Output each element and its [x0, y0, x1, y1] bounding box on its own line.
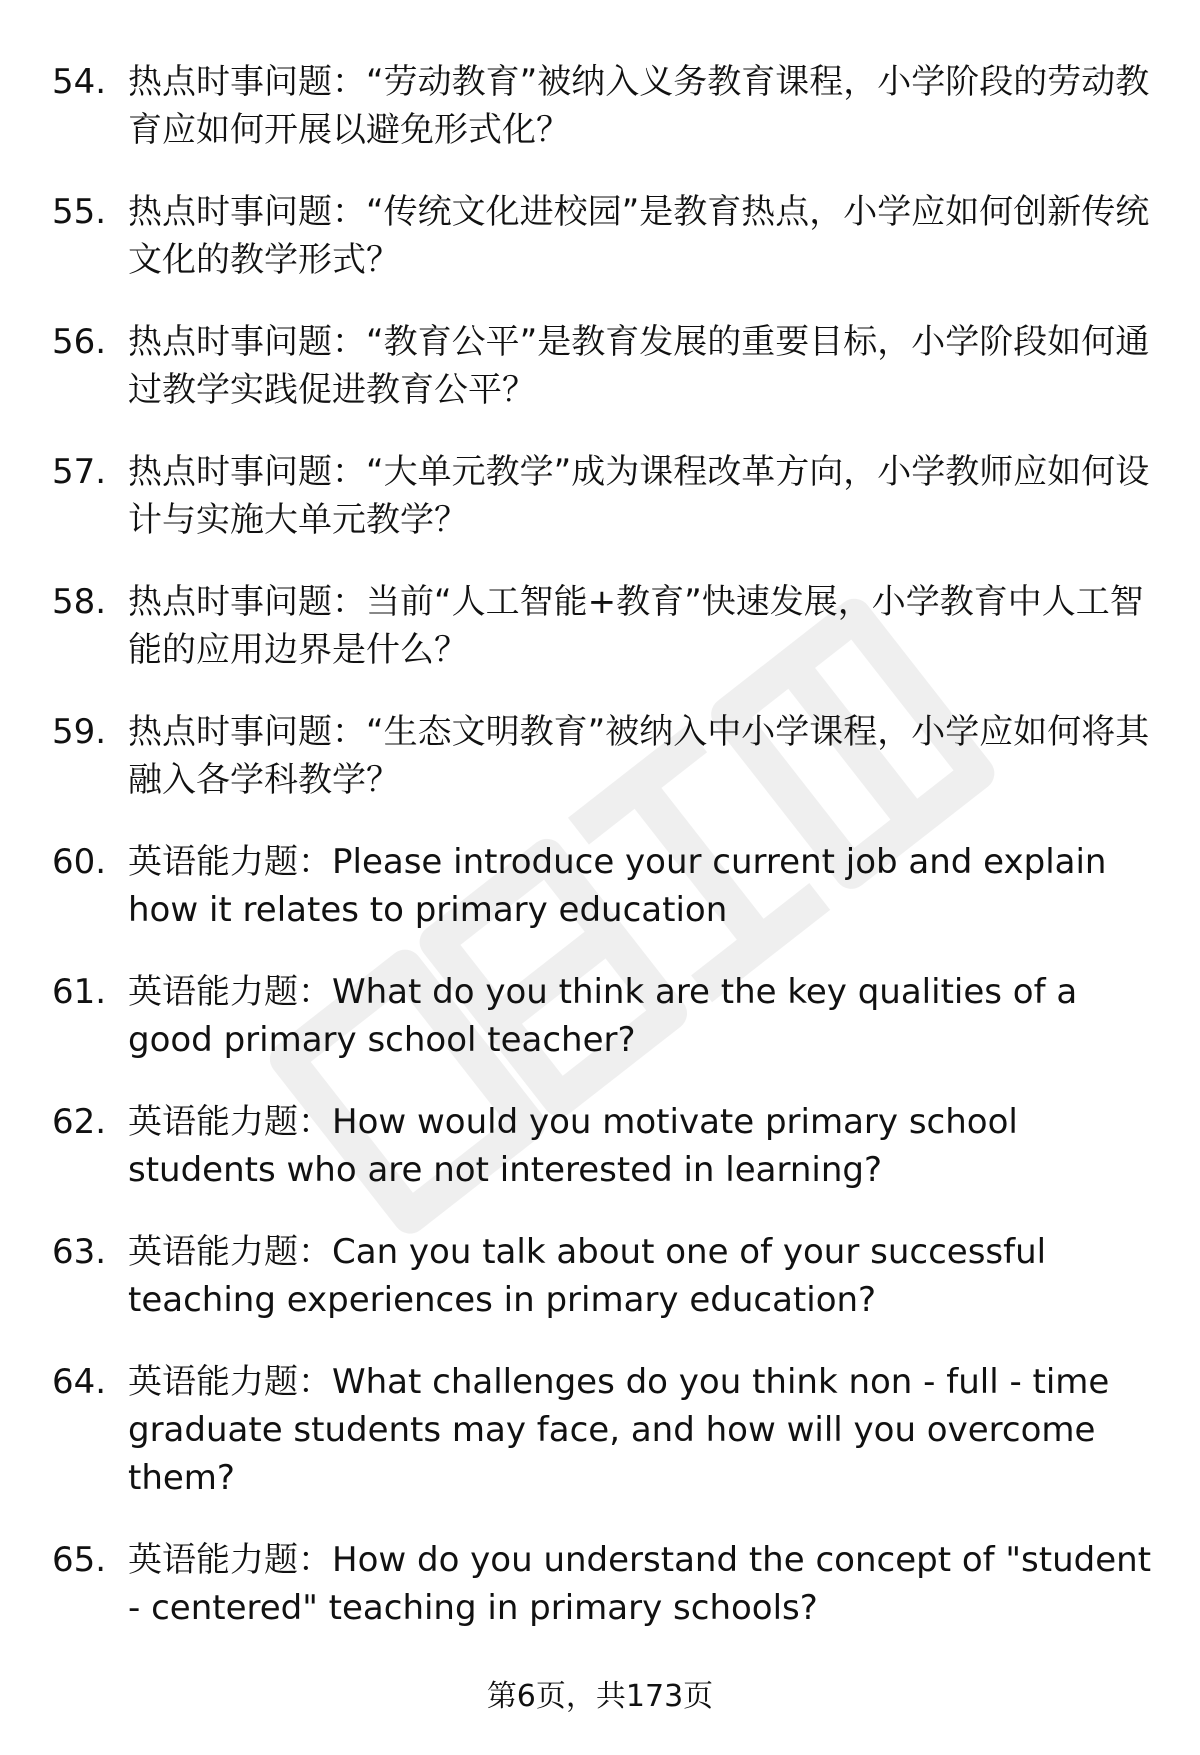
page-footer: 第6页，共173页 — [486, 1679, 714, 1714]
list-item — [0, 708, 1200, 804]
question-text: 英语能力题：How would you motivate primary school students who are not interested in learning? — [128, 1102, 1018, 1190]
list-item — [0, 968, 1200, 1064]
question-text: 热点时事问题：“传统文化进校园”是教育热点，小学应如何创新传统文化的教学形式？ — [128, 192, 1150, 280]
question-text: 英语能力题：What do you think are the key qualities of a good primary school teacher? — [128, 972, 1078, 1060]
question-number: 63. — [52, 1232, 107, 1272]
list-item — [0, 578, 1200, 674]
question-text: 热点时事问题：“大单元教学”成为课程改革方向，小学教师应如何设计与实施大单元教学？ — [128, 452, 1150, 540]
list-item — [0, 318, 1200, 414]
question-number: 60. — [52, 842, 107, 882]
list-item — [0, 188, 1200, 284]
list-item — [0, 1098, 1200, 1194]
question-number: 58. — [52, 582, 107, 622]
question-text: 热点时事问题：“劳动教育”被纳入义务教育课程，小学阶段的劳动教育应如何开展以避免形式化？ — [128, 62, 1150, 150]
question-text: 英语能力题：What challenges do you think non - full - time graduate students may face, and how will you overcome them? — [128, 1362, 1110, 1498]
list-item — [0, 838, 1200, 934]
list-item — [0, 1536, 1200, 1632]
question-number: 64. — [52, 1362, 107, 1402]
question-text: 英语能力题：Can you talk about one of your successful teaching experiences in primary education? — [128, 1232, 1047, 1320]
question-number: 55. — [52, 192, 107, 232]
question-number: 65. — [52, 1540, 107, 1580]
list-item — [0, 1228, 1200, 1324]
question-number: 57. — [52, 452, 107, 492]
question-text: 英语能力题：How do you understand the concept of "student - centered" teaching in primary schools? — [128, 1540, 1152, 1628]
question-text: 热点时事问题：“生态文明教育”被纳入中小学课程，小学应如何将其融入各学科教学？ — [128, 712, 1150, 800]
question-text: 热点时事问题：当前“人工智能+教育”快速发展，小学教育中人工智能的应用边界是什么？ — [128, 582, 1144, 670]
question-list — [0, 58, 1200, 1666]
question-number: 59. — [52, 712, 107, 752]
list-item — [0, 1358, 1200, 1502]
question-number: 61. — [52, 972, 107, 1012]
question-text: 英语能力题：Please introduce your current job and explain how it relates to primary education — [128, 842, 1107, 930]
question-number: 62. — [52, 1102, 107, 1142]
question-number: 54. — [52, 62, 107, 102]
question-number: 56. — [52, 322, 107, 362]
list-item — [0, 448, 1200, 544]
list-item — [0, 58, 1200, 154]
question-text: 热点时事问题：“教育公平”是教育发展的重要目标，小学阶段如何通过教学实践促进教育公平？ — [128, 322, 1150, 410]
